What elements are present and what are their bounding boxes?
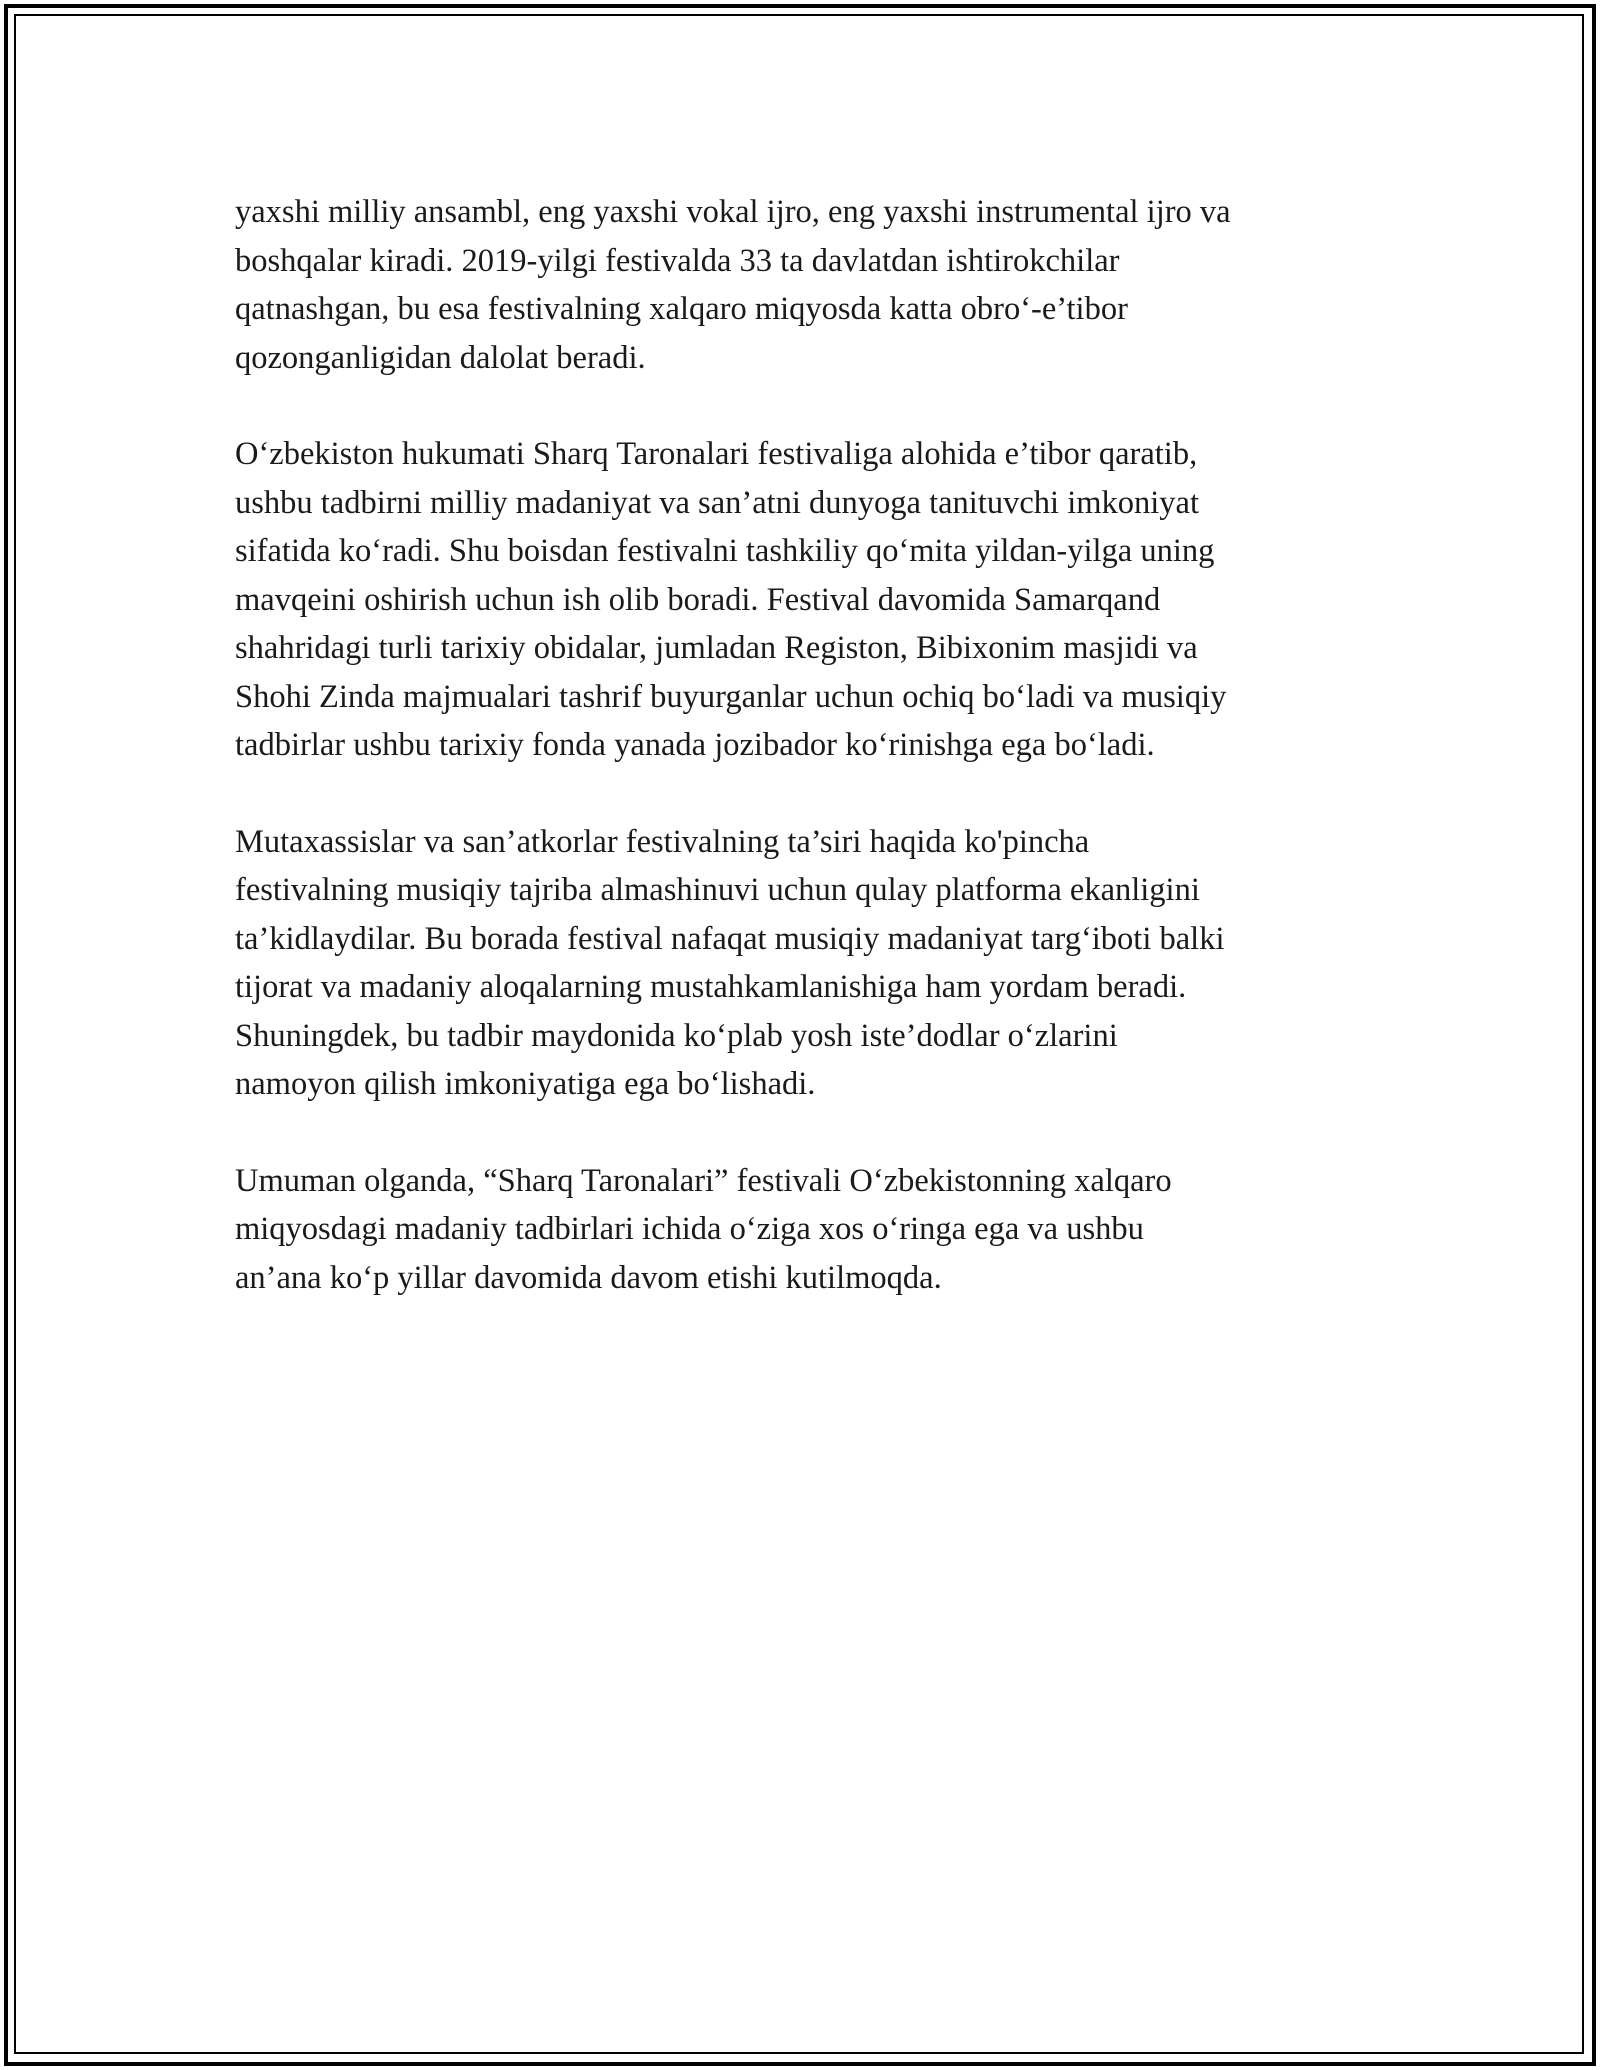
text-line: namoyon qilish imkoniyatiga ega bo‘lishadi. (235, 1066, 816, 1102)
text-line: mavqeini oshirish uchun ish olib boradi. Festival davomida Samarqand (235, 581, 1161, 618)
text-line: tijorat va madaniy aloqalarning mustahkamlanishiga ham yordam beradi. (235, 969, 1187, 1005)
text-line: sifatida ko‘radi. Shu boisdan festivalni tashkiliy qo‘mita yildan-yilga uning (235, 533, 1215, 569)
text-line: miqyosdagi madaniy tadbirlari ichida o‘ziga xos o‘ringa ega va ushbu (235, 1211, 1144, 1247)
text-line: an’ana ko‘p yillar davomida davom etishi kutilmoqda. (235, 1259, 942, 1296)
text-line: Shohi Zinda majmualari tashrif buyurganlar uchun ochiq bo‘ladi va musiqiy (235, 678, 1227, 715)
document-body (235, 188, 1375, 1350)
text-line: festivalning musiqiy tajriba almashinuvi uchun qulay platforma ekanligini (235, 872, 1200, 908)
text-line: yaxshi milliy ansambl, eng yaxshi vokal ijro, eng yaxshi instrumental ijro va (235, 194, 1231, 230)
text-line: qatnashgan, bu esa festivalning xalqaro miqyosda katta obro‘-e’tibor (235, 291, 1128, 327)
text-line: Mutaxassislar va san’atkorlar festivalning ta’siri haqida ko'pincha (235, 823, 1090, 860)
text-line: O‘zbekiston hukumati Sharq Taronalari festivaliga alohida e’tibor qaratib, (235, 436, 1198, 472)
text-line: Umuman olganda, “Sharq Taronalari” festivali O‘zbekistonning xalqaro (235, 1162, 1172, 1199)
text-line: shahridagi turli tarixiy obidalar, jumladan Registon, Bibixonim masjidi va (235, 630, 1198, 666)
text-line: tadbirlar ushbu tarixiy fonda yanada jozibador ko‘rinishga ega bo‘ladi. (235, 727, 1155, 763)
text-line: boshqalar kiradi. 2019-yilgi festivalda 33 ta davlatdan ishtirokchilar (235, 242, 1120, 279)
text-line: ta’kidlaydilar. Bu borada festival nafaqat musiqiy madaniyat targ‘iboti balki (235, 920, 1225, 957)
text-line: qozonganligidan dalolat beradi. (235, 339, 646, 376)
text-line: Shuningdek, bu tadbir maydonida ko‘plab yosh iste’dodlar o‘zlarini (235, 1017, 1118, 1054)
paragraph-2 (235, 430, 1375, 770)
paragraph-3 (235, 818, 1375, 1109)
paragraph-1 (235, 188, 1375, 382)
text-line: ushbu tadbirni milliy madaniyat va san’atni dunyoga tanituvchi imkoniyat (235, 484, 1199, 521)
paragraph-4 (235, 1157, 1375, 1303)
